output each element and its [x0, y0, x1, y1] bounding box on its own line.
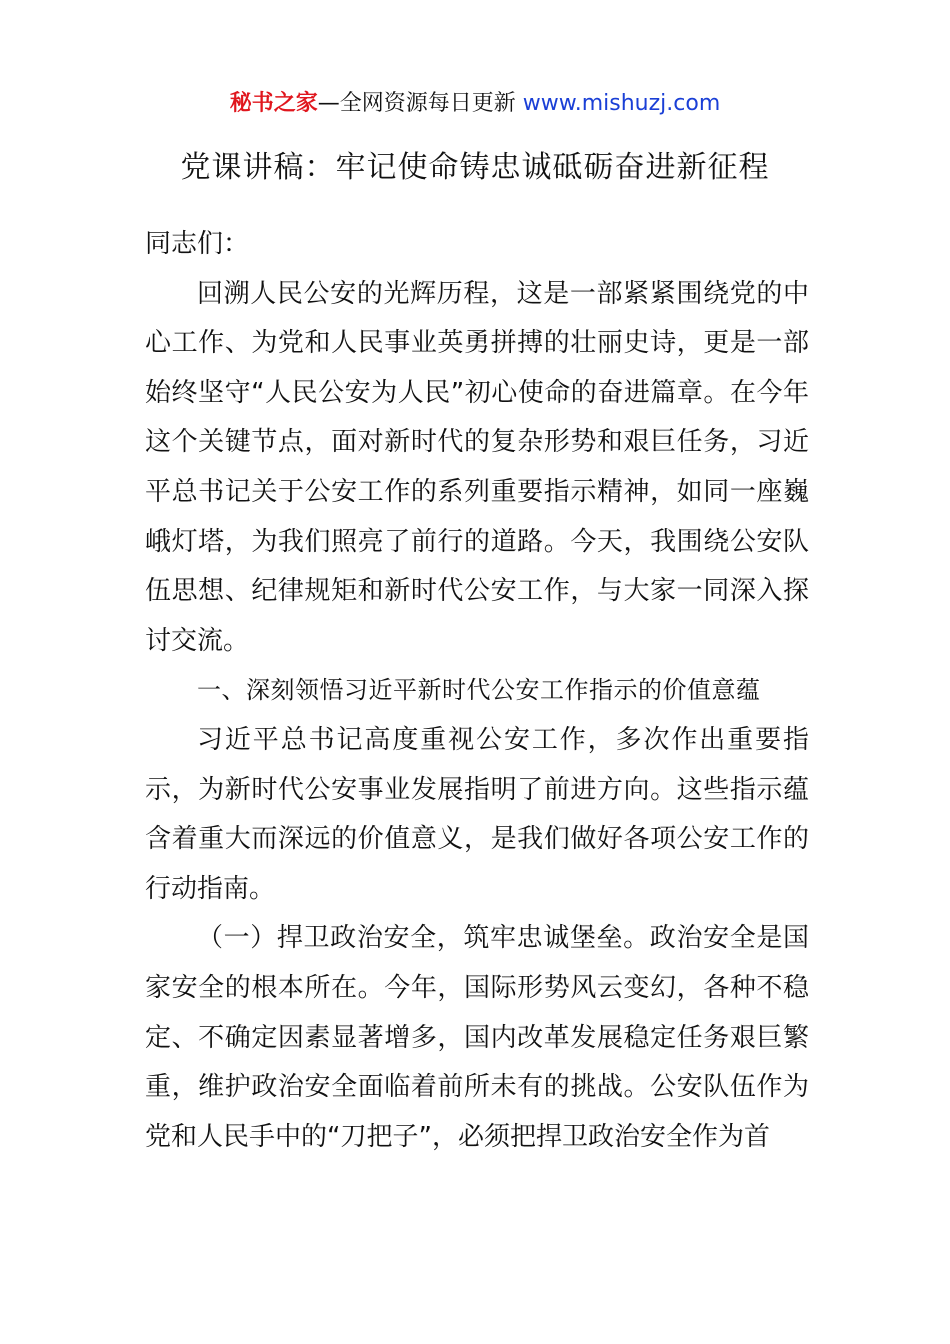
paragraph-section-1: 习近平总书记高度重视公安工作，多次作出重要指示，为新时代公安事业发展指明了前进方向。这些指示蕴含着重大而深远的价值意义，是我们做好各项公安工作的行动指南。: [145, 724, 809, 904]
site-brand: 秘书之家: [229, 91, 318, 116]
site-tagline: —全网资源每日更新: [317, 91, 523, 116]
document-body: [145, 220, 809, 1162]
paragraph-subsection-1: （一）捍卫政治安全，筑牢忠诚堡垒。政治安全是国家安全的根本所在。今年，国际形势风云变幻，各种不稳定、不确定因素显著增多，国内改革发展稳定任务艰巨繁重，维护政治安全面临着前所未有的挑战。公安队伍作为党和人民手中的“刀把子”，必须把捍卫政治安全作为首: [145, 923, 809, 1152]
document-title: 党课讲稿：牢记使命铸忠诚砥砺奋进新征程: [180, 150, 770, 185]
site-url-link[interactable]: www.mishuzj.com: [522, 91, 721, 116]
salutation: 同志们：: [145, 229, 250, 259]
paragraph-intro: 回溯人民公安的光辉历程，这是一部紧紧围绕党的中心工作、为党和人民事业英勇拼搏的壮丽史诗，更是一部始终坚守“人民公安为人民”初心使命的奋进篇章。在今年这个关键节点，面对新时代的复杂形势和艰巨任务，习近平总书记关于公安工作的系列重要指示精神，如同一座巍峨灯塔，为我们照亮了前行的道路。今天，我围绕公安队伍思想、纪律规矩和新时代公安工作，与大家一同深入探讨交流。: [145, 278, 809, 656]
section-heading-1: 一、深刻领悟习近平新时代公安工作指示的价值意蕴: [197, 676, 761, 705]
site-header: [0, 88, 950, 120]
